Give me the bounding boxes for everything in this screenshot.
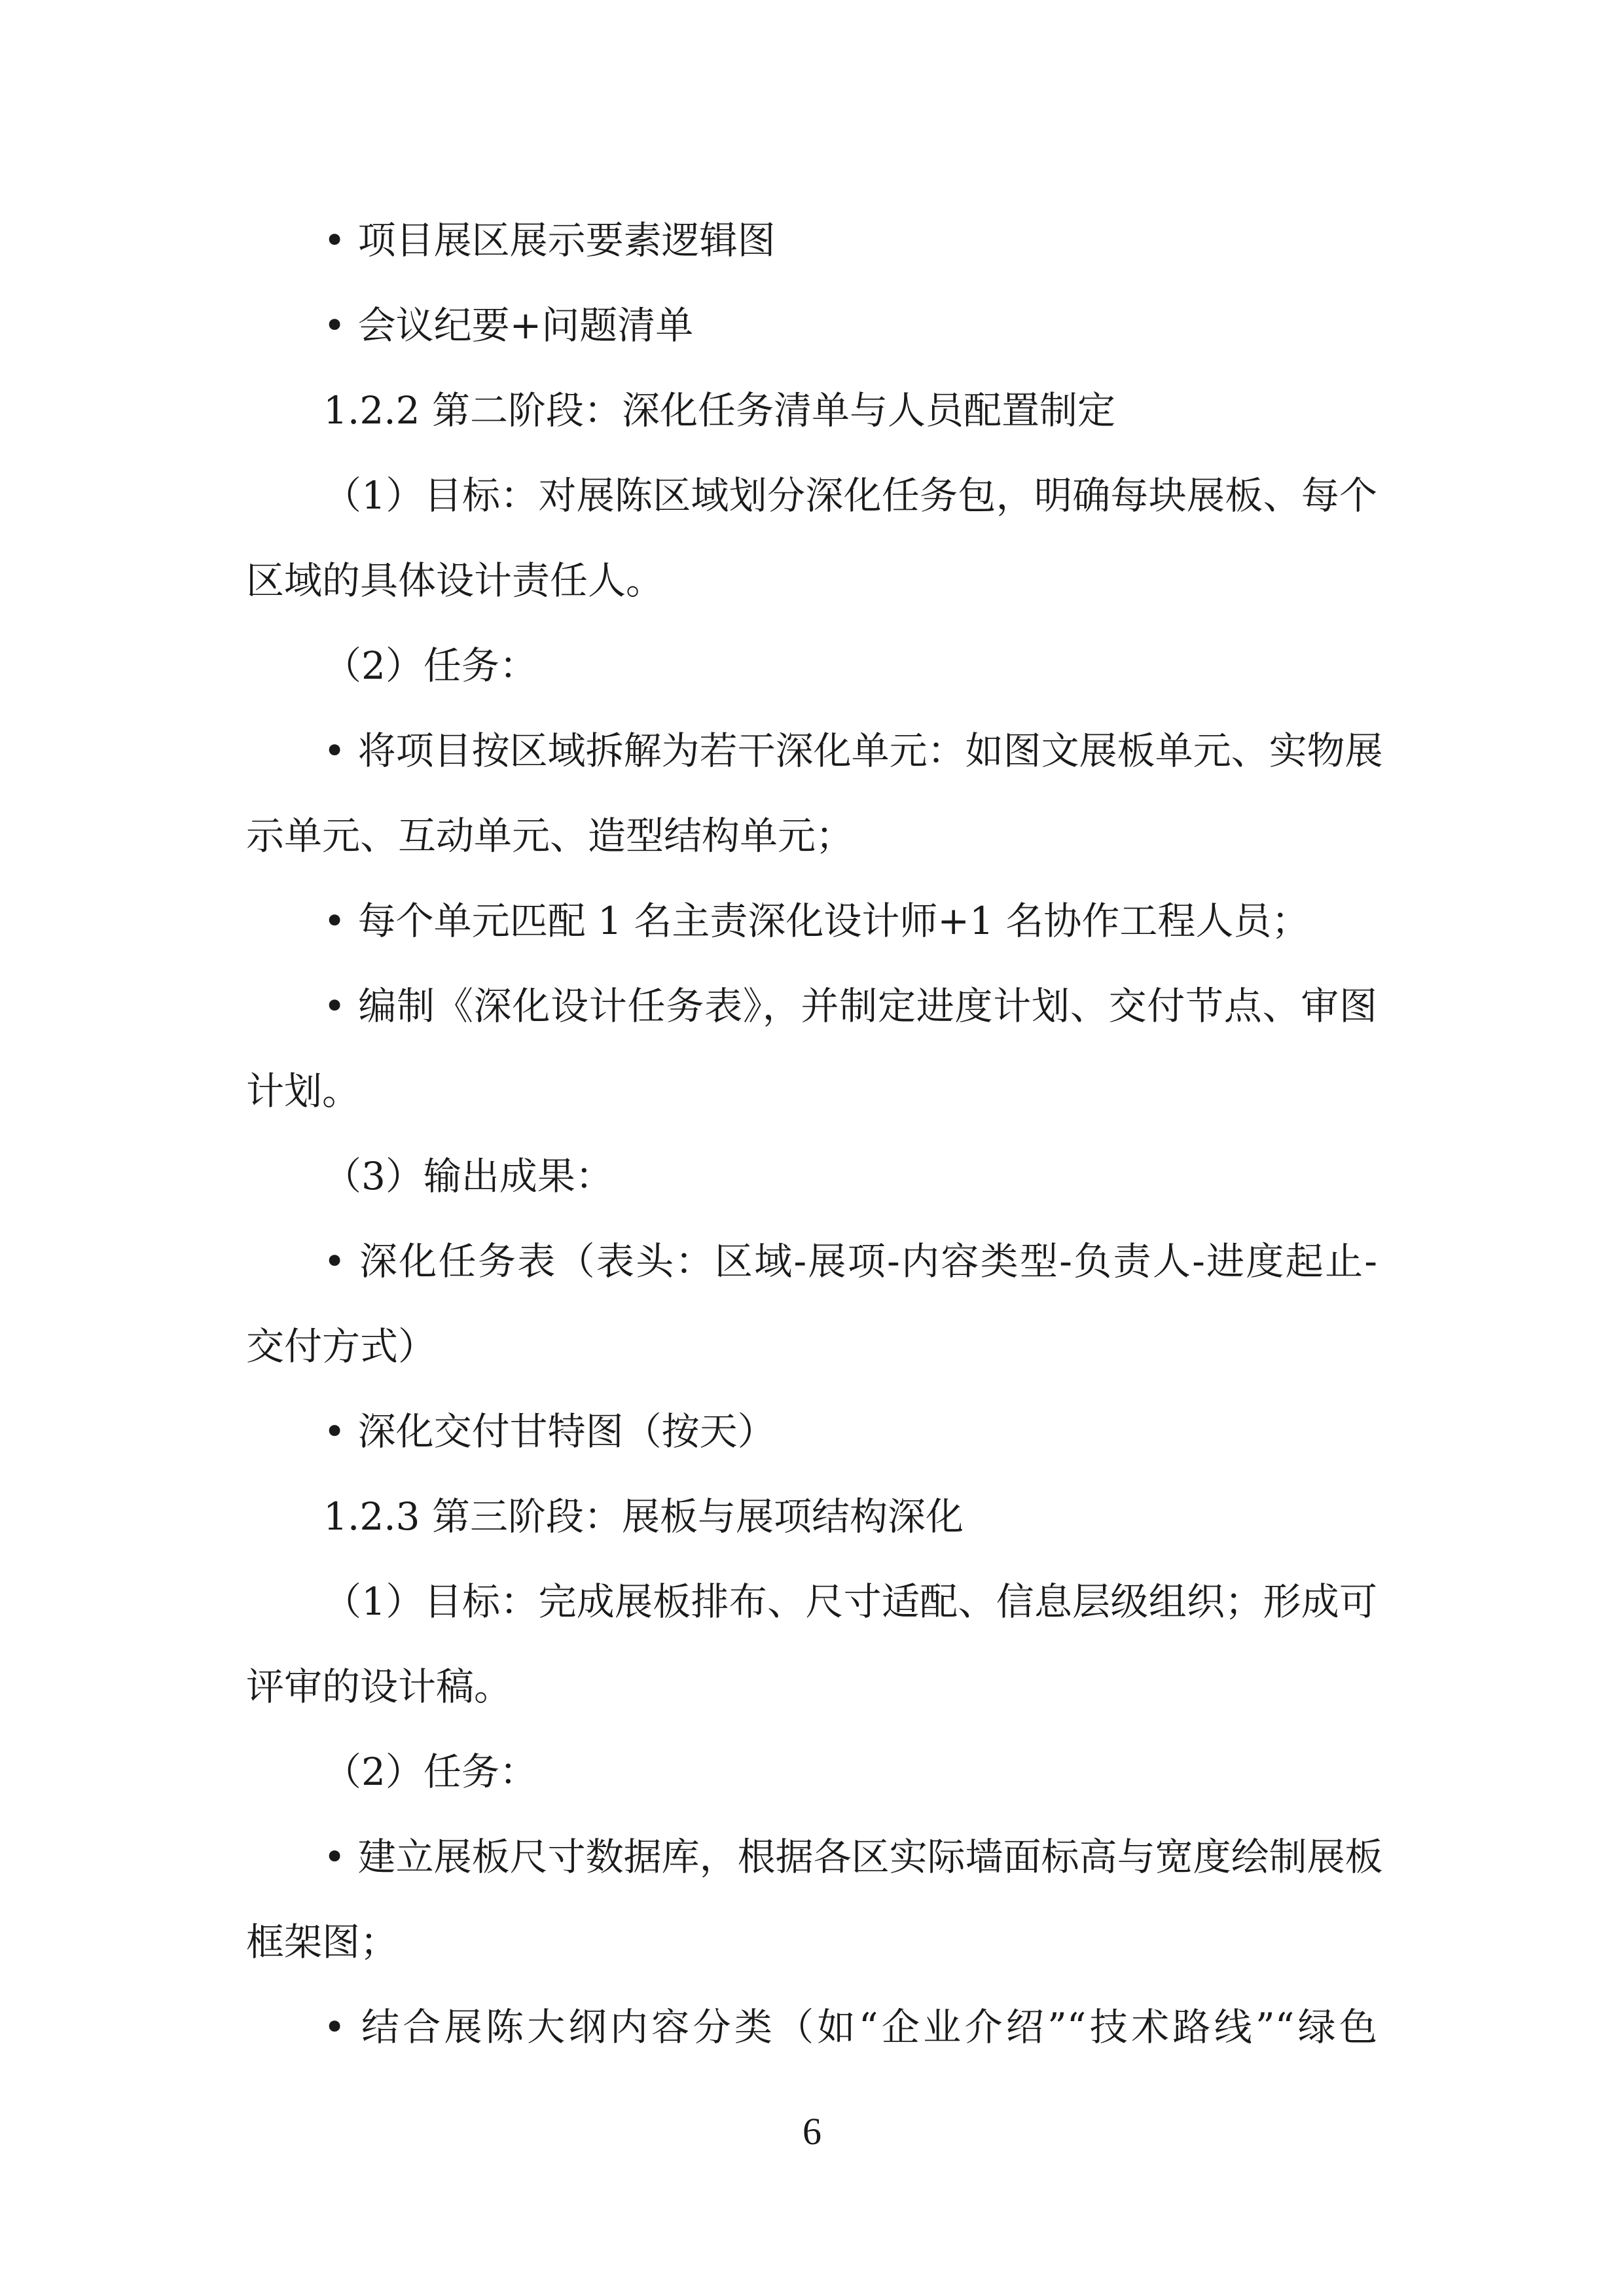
bullet-task-table-cont: 计划。 [246,1069,361,1113]
bullet-task-table-header-cont: 交付方式） [246,1324,437,1369]
heading-1-2-3: 1.2.3 第三阶段：展板与展项结构深化 [323,1494,964,1539]
subheading-task-2b: （2）任务： [323,1749,537,1794]
paragraph-goal-1b: （1）目标：完成展板排布、尺寸适配、信息层级组织；形成可 [323,1579,1377,1624]
bullet-task-table-header: • 深化任务表（表头：区域-展项-内容类型-负责人-进度起止- [323,1239,1377,1283]
page-number: 6 [803,2110,821,2153]
bullet-logic-diagram: • 项目展区展示要素逻辑图 [323,218,776,262]
paragraph-goal-1: （1）目标：对展陈区域划分深化任务包，明确每块展板、每个 [323,473,1377,518]
bullet-task-table: • 编制《深化设计任务表》，并制定进度计划、交付节点、审图 [323,984,1377,1028]
heading-1-2-2: 1.2.2 第二阶段：深化任务清单与人员配置制定 [323,388,1116,433]
paragraph-goal-1b-cont: 评审的设计稿。 [246,1664,513,1709]
bullet-content-classification: • 结合展陈大纲内容分类（如“企业介绍”“技术路线”“绿色 [323,2005,1378,2049]
paragraph-goal-1-cont: 区域的具体设计责任人。 [246,558,664,603]
bullet-size-database: • 建立展板尺寸数据库，根据各区实际墙面标高与宽度绘制展板 [323,1835,1383,1879]
bullet-split-units-cont: 示单元、互动单元、造型结构单元； [246,814,854,858]
bullet-size-database-cont: 框架图； [246,1920,399,1964]
subheading-output-3: （3）输出成果： [323,1154,613,1198]
bullet-gantt: • 深化交付甘特图（按天） [323,1409,776,1454]
bullet-meeting-minutes: • 会议纪要+问题清单 [323,303,694,348]
subheading-task-2: （2）任务： [323,643,537,688]
bullet-staffing: • 每个单元匹配 1 名主责深化设计师+1 名协作工程人员； [323,899,1310,943]
bullet-split-units: • 将项目按区域拆解为若干深化单元：如图文展板单元、实物展 [323,728,1383,773]
